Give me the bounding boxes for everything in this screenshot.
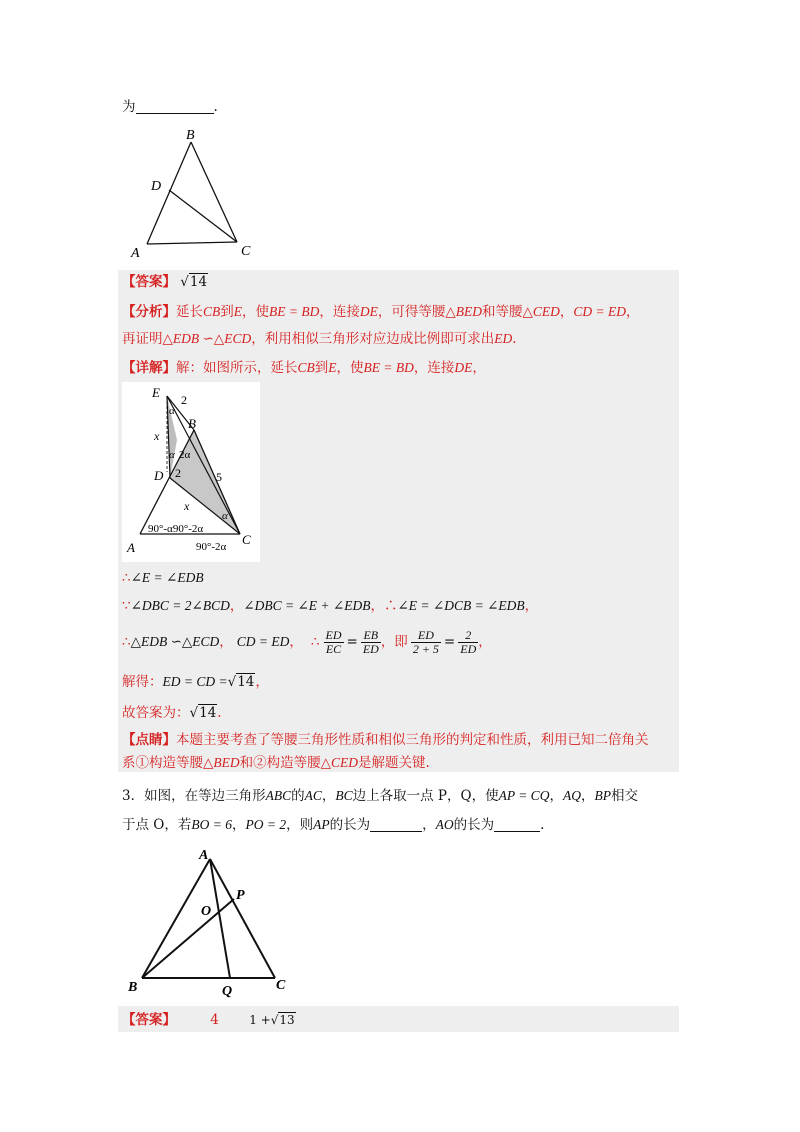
svg-text:α: α <box>222 510 228 522</box>
q3-blank-ao <box>494 817 540 832</box>
label-q3: Q <box>222 984 233 998</box>
q2-answer <box>122 273 208 291</box>
comment-line-1: 【点睛】本题主要考查了等腰三角形性质和相似三角形的判定和性质，利用已知二倍角关 <box>122 732 649 748</box>
q2-triangle-figure <box>125 124 265 259</box>
step-2: ∵∠DBC = 2∠BCD，∠DBC = ∠E + ∠EDB，∴∠E = ∠DCB = ∠EDB， <box>122 598 539 614</box>
label-b: B <box>186 128 195 143</box>
edge-ac <box>147 242 237 244</box>
comment-tag: 【点睛】 <box>122 732 176 748</box>
step-1: ∴∠E = ∠EDB <box>122 570 204 586</box>
q2-prefix: 为 <box>122 99 136 115</box>
comment-line-2: 系①构造等腰△BED和②构造等腰△CED是解题关键. <box>122 755 430 771</box>
answer-sqrt: √14 <box>180 274 208 290</box>
q3-line-2: 于点 O，若BO = 6，PO = 2，则AP的长为 ，AO的长为 . <box>122 817 545 833</box>
edge-dc <box>169 190 237 242</box>
q2-answer-line: 为 . <box>122 99 218 115</box>
label-b3: B <box>128 980 138 995</box>
answer3-sqrt: √13 <box>270 1013 295 1027</box>
label-p3: P <box>236 888 245 903</box>
edge-ab3 <box>142 859 210 978</box>
step-3: ∴ △EDB ∽△ECD ， CD = ED ， ∴ $\frac{ED}{EC}$ = $\frac{EB}{ED}$ ，即 $\frac{ED}{2 + 5}$ = $\frac{2}{ED}$ ， <box>122 627 492 656</box>
detail-tag: 【详解】 <box>122 360 176 376</box>
svg-text:α: α <box>169 405 175 417</box>
step-5: 故答案为：√14. <box>122 705 222 721</box>
label-o3: O <box>201 904 212 919</box>
answer3-tag: 【答案】 <box>122 1012 176 1028</box>
fraction-eb-ed: $\frac{EB}{ED}$ <box>362 627 379 656</box>
svg-text:90°-2α: 90°-2α <box>196 541 227 553</box>
q3-line-1: 3．如图，在等边三角形ABC的AC，BC边上各取一点 P，Q，使AP = CQ，AQ，BP相交 <box>122 788 638 804</box>
svg-text:2α: 2α <box>179 449 191 461</box>
q3-blank-ap <box>370 817 422 832</box>
analysis-tag: 【分析】 <box>122 304 176 320</box>
label-a3: A <box>199 848 209 863</box>
label-a: A <box>131 246 140 259</box>
q3-answer: 【答案】 4 1 +√13 <box>122 1012 295 1028</box>
label-c2: C <box>242 532 251 547</box>
label-a2: A <box>127 540 135 555</box>
svg-text:5: 5 <box>216 470 222 484</box>
segment-bp <box>142 899 234 978</box>
q3-triangle-figure <box>122 843 302 998</box>
edge-bc <box>191 142 237 242</box>
label-c3: C <box>276 978 286 993</box>
label-b2: B <box>188 416 196 431</box>
detail-line-1: 【详解】解：如图所示，延长CB到E，使BE = BD，连接DE， <box>122 360 486 376</box>
label-d: D <box>151 179 162 194</box>
fraction-ed-sum: $\frac{ED}{2 + 5}$ <box>412 627 439 656</box>
svg-text:2: 2 <box>181 393 187 407</box>
analysis-line-1: 【分析】延长CB到E，使BE = BD，连接DE，可得等腰△BED和等腰△CED，CD = ED， <box>122 304 640 320</box>
answer-tag: 【答案】 <box>122 274 176 290</box>
detail-figure <box>122 382 260 562</box>
q3-number: 3． <box>122 788 145 804</box>
svg-text:α: α <box>169 449 175 461</box>
label-c: C <box>241 244 251 259</box>
svg-text:x: x <box>184 499 190 513</box>
label-d2: D <box>154 468 164 483</box>
svg-text:90°-α90°-2α: 90°-α90°-2α <box>148 523 204 535</box>
label-e: E <box>152 385 160 400</box>
fraction-ed-ec: $\frac{ED}{EC}$ <box>325 627 342 656</box>
answer3-value-1: 4 <box>210 1012 219 1028</box>
analysis-line-2: 再证明△EDB ∽△ECD，利用相似三角形对应边成比例即可求出ED. <box>122 331 517 347</box>
svg-text:2: 2 <box>175 466 181 480</box>
q2-answer-blank <box>136 99 214 114</box>
svg-text:x: x <box>154 429 160 443</box>
step-4: 解得：ED = CD =√14， <box>122 674 269 690</box>
fraction-2-ed: $\frac{2}{ED}$ <box>460 627 477 656</box>
